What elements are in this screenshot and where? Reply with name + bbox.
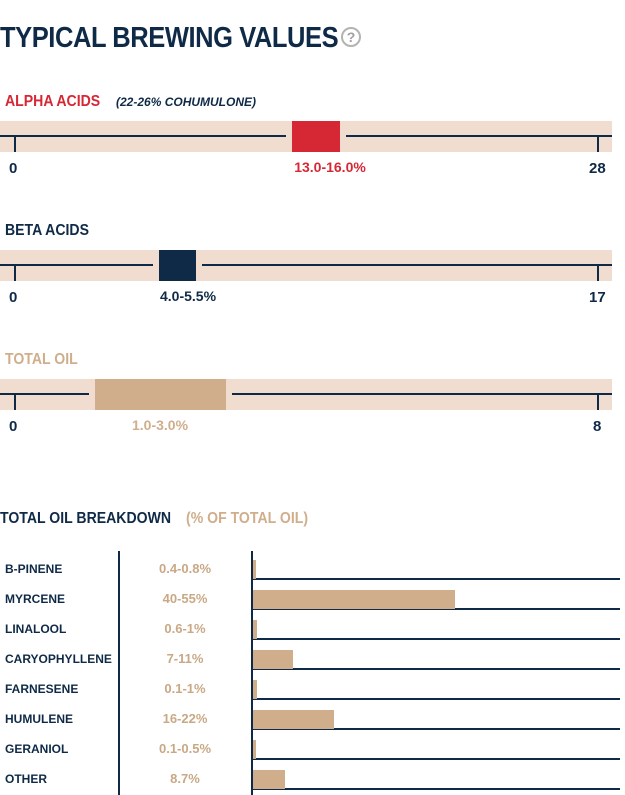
beta-max-label: 17 — [589, 289, 606, 306]
oil-value: 0.4-0.8% — [158, 561, 212, 576]
oil-name: FARNESENE — [5, 682, 79, 696]
oil-name: CARYOPHYLLENE — [5, 652, 112, 666]
oil-value: 40-55% — [162, 591, 208, 606]
beta-acids-range-value: 4.0-5.5% — [159, 288, 217, 304]
row-baseline — [252, 758, 620, 760]
oil-bar — [253, 770, 285, 789]
alpha-max-tick — [597, 135, 599, 152]
beta-acids-line-left — [0, 264, 153, 266]
beta-max-tick — [597, 264, 599, 281]
oil-bar — [253, 650, 293, 669]
beta-min-label: 0 — [9, 289, 18, 306]
oil-value: 8.7% — [170, 771, 200, 786]
help-icon[interactable]: ? — [341, 27, 361, 47]
breakdown-subtitle: (% OF TOTAL OIL) — [186, 510, 309, 527]
oil-bar — [253, 560, 256, 579]
alpha-acids-line-right — [346, 135, 612, 137]
oil-bar — [253, 620, 257, 639]
alpha-min-label: 0 — [9, 160, 18, 177]
oil-name: GERANIOL — [5, 742, 69, 756]
oil-value: 7-11% — [166, 651, 204, 666]
beta-acids-range-bar — [159, 250, 196, 281]
row-baseline — [252, 788, 620, 790]
oil-max-tick — [597, 393, 599, 410]
oil-name: MYRCENE — [5, 592, 66, 606]
oil-max-label: 8 — [593, 418, 602, 435]
alpha-acids-line-left — [0, 135, 286, 137]
total-oil-label: TOTAL OIL — [5, 351, 78, 368]
oil-bar — [253, 740, 256, 759]
row-baseline — [252, 578, 620, 580]
beta-acids-line-right — [202, 264, 612, 266]
oil-name: HUMULENE — [5, 712, 73, 726]
oil-bar — [253, 680, 257, 699]
oil-value: 0.1-0.5% — [158, 741, 212, 756]
oil-name: OTHER — [5, 772, 47, 786]
alpha-acids-label: ALPHA ACIDS — [5, 93, 101, 110]
row-baseline — [252, 698, 620, 700]
oil-name: B-PINENE — [5, 562, 63, 576]
beta-min-tick — [14, 264, 16, 281]
oil-min-label: 0 — [9, 418, 18, 435]
breakdown-divider-left — [118, 551, 120, 795]
oil-name: LINALOOL — [5, 622, 67, 636]
row-baseline — [252, 668, 620, 670]
oil-bar — [253, 590, 455, 609]
total-oil-line-right — [232, 393, 612, 395]
total-oil-range-value: 1.0-3.0% — [131, 417, 189, 433]
row-baseline — [252, 638, 620, 640]
cohumulone-note: (22-26% COHUMULONE) — [116, 95, 257, 109]
oil-min-tick — [14, 393, 16, 410]
breakdown-title: TOTAL OIL BREAKDOWN — [0, 510, 172, 527]
alpha-acids-range-bar — [292, 121, 340, 152]
alpha-max-label: 28 — [589, 160, 606, 177]
oil-value: 0.1-1% — [164, 681, 206, 696]
page-title: TYPICAL BREWING VALUES — [0, 22, 339, 54]
total-oil-range-bar — [95, 379, 226, 410]
beta-acids-label: BETA ACIDS — [5, 222, 89, 239]
alpha-min-tick — [14, 135, 16, 152]
oil-bar — [253, 710, 334, 729]
alpha-acids-range-value: 13.0-16.0% — [294, 159, 366, 175]
oil-value: 16-22% — [162, 711, 208, 726]
oil-value: 0.6-1% — [164, 621, 206, 636]
